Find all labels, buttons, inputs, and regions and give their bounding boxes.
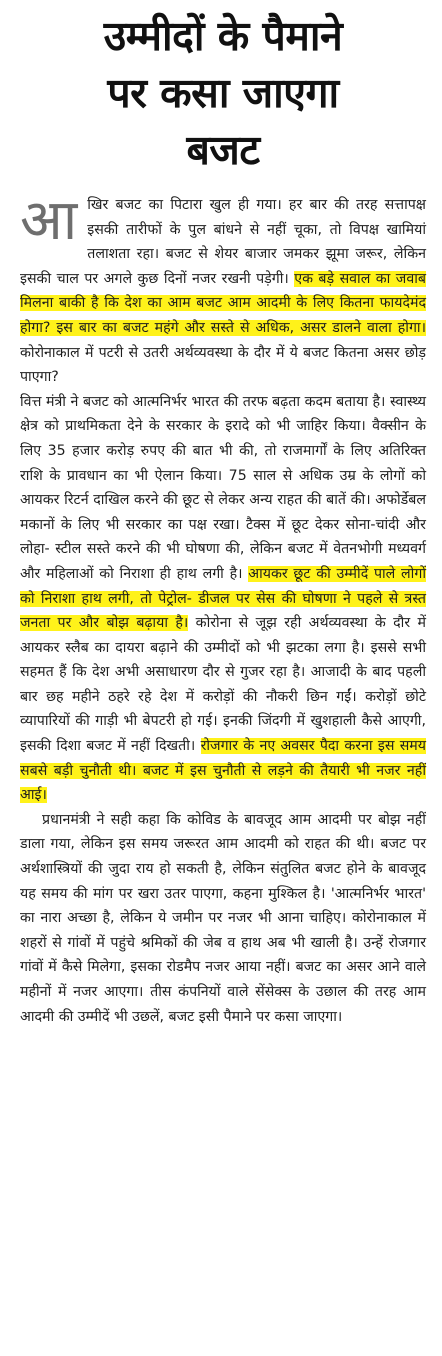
paragraph-1-text-end: कोरोनाकाल में पटरी से उतरी अर्थव्यवस्था के दौर में ये बजट कितना असर छोड़ पाएगा?: [20, 344, 426, 386]
highlighted-text: आयकर छूट की उम्मीदें पाले लोगों को निराशा हाथ लगी, तो पेट्रोल- डीजल पर सेस की घोषणा ने पहले से त्रस्त जनता पर और बोझ बढ़ाया है।: [20, 565, 426, 632]
drop-cap: आ: [20, 188, 78, 253]
paragraph-2-text-mid: कोरोना से जूझ रही अर्थव्यवस्था के दौर में आयकर स्लैब का दायरा बढ़ाने की उम्मीदों को भी झटका लगा है। इससे सभी सहमत हैं कि देश अभी असाधारण दौर से गुजर रहा है। आजादी के बाद पहली बार छह महीने ठहरे रहे देश में करोड़ों की नौकरी छिन गईं। करोड़ों छोटे व्यापारियों की गाड़ी भी बेपटरी हो गई। इनकी जिंदगी में खुशहाली कैसे आएगी, इसकी दिशा बजट में नहीं दिखती।: [20, 615, 426, 755]
paragraph-2-text: वित्त मंत्री ने बजट को आत्मनिर्भर भारत की तरफ बढ़ता कदम बताया है। स्वास्थ्य क्षेत्र को प्राथमिकता देने के सरकार के इरादे को भी जाहिर किया। वैक्सीन के लिए 35 हजार करोड़ रुपए की बात भी की, तो राजमार्गों के लिए अतिरिक्त राशि के प्रावधान का भी ऐलान किया। 75 साल से अधिक उम्र के लोगों को आयकर रिटर्न दाखिल करने की छूट से लेकर अन्य राहत की बातें की। अफोर्डेबल मकानों के लिए भी सरकार का पक्ष रखा। टैक्स में छूट देकर सोना-चांदी और लोहा- स्टील सस्ते करने की भी घोषणा की, लेकिन बजट में वेतनभोगी मध्यवर्ग और महिलाओं को निराशा ही हाथ लगी है।: [20, 393, 426, 582]
paragraph-1: [20, 188, 426, 390]
highlighted-text: रोजगार के नए अवसर पैदा करना इस समय सबसे बड़ी चुनौती थी। बजट में इस चुनौती से लड़ने की तैयारी भी नजर नहीं आई।: [20, 738, 427, 804]
headline-line-1: उम्मीदों के पैमाने: [103, 12, 343, 60]
paragraph-1-text: खिर बजट का पिटारा खुल ही गया। हर बार की तरह सत्तापक्ष इसकी तारीफों के पुल बांधने से नहीं चूका, तो विपक्ष खामियां तलाशता रहा। बजट से शेयर बाजार जमकर झूमा जरूर, लेकिन इसकी चाल पर अगले कुछ दिनों नजर रखनी पड़ेगी।: [20, 197, 426, 287]
paragraph-2: [20, 390, 426, 808]
headline-line-3: बजट: [186, 126, 260, 174]
paragraph-3: प्रधानमंत्री ने सही कहा कि कोविड के बावजूद आम आदमी पर बोझ नहीं डाला गया, लेकिन इस समय जरूरत आम आदमी को राहत की थी। बजट पर अर्थशास्त्रियों की जुदा राय हो सकती है, लेकिन संतुलित बजट होने के बावजूद यह समय की मांग पर खरा उतर पाएगा, कहना मुश्किल है। 'आत्मनिर्भर भारत' का नारा अच्छा है, लेकिन ये जमीन पर नजर भी आना चाहिए। कोरोनाकाल में शहरों से गांवों में पहुंचे श्रमिकों की जेब व हाथ अब भी खाली है। उन्हें रोजगार गांवों में कैसे मिलेगा, इसका रोडमैप नजर आया नहीं। बजट का असर आने वाले महीनों में नजर आएगा। तीस कंपनियों वाले सेंसेक्स के उछाल की तरह आम आदमी की उम्मीदें भी उछलें, बजट इसी पैमाने पर कसा जाएगा।: [20, 811, 426, 1025]
headline: [20, 8, 426, 179]
highlighted-text: एक बड़े सवाल का जवाब मिलना बाकी है कि देश का आम बजट आम आदमी के लिए कितना फायदेमंद होगा? इस बार का बजट महंगे और सस्ते से अधिक, असर डालने वाला होगा।: [20, 270, 426, 336]
article-body: [20, 188, 427, 1029]
headline-line-2: पर कसा जाएगा: [107, 69, 339, 117]
